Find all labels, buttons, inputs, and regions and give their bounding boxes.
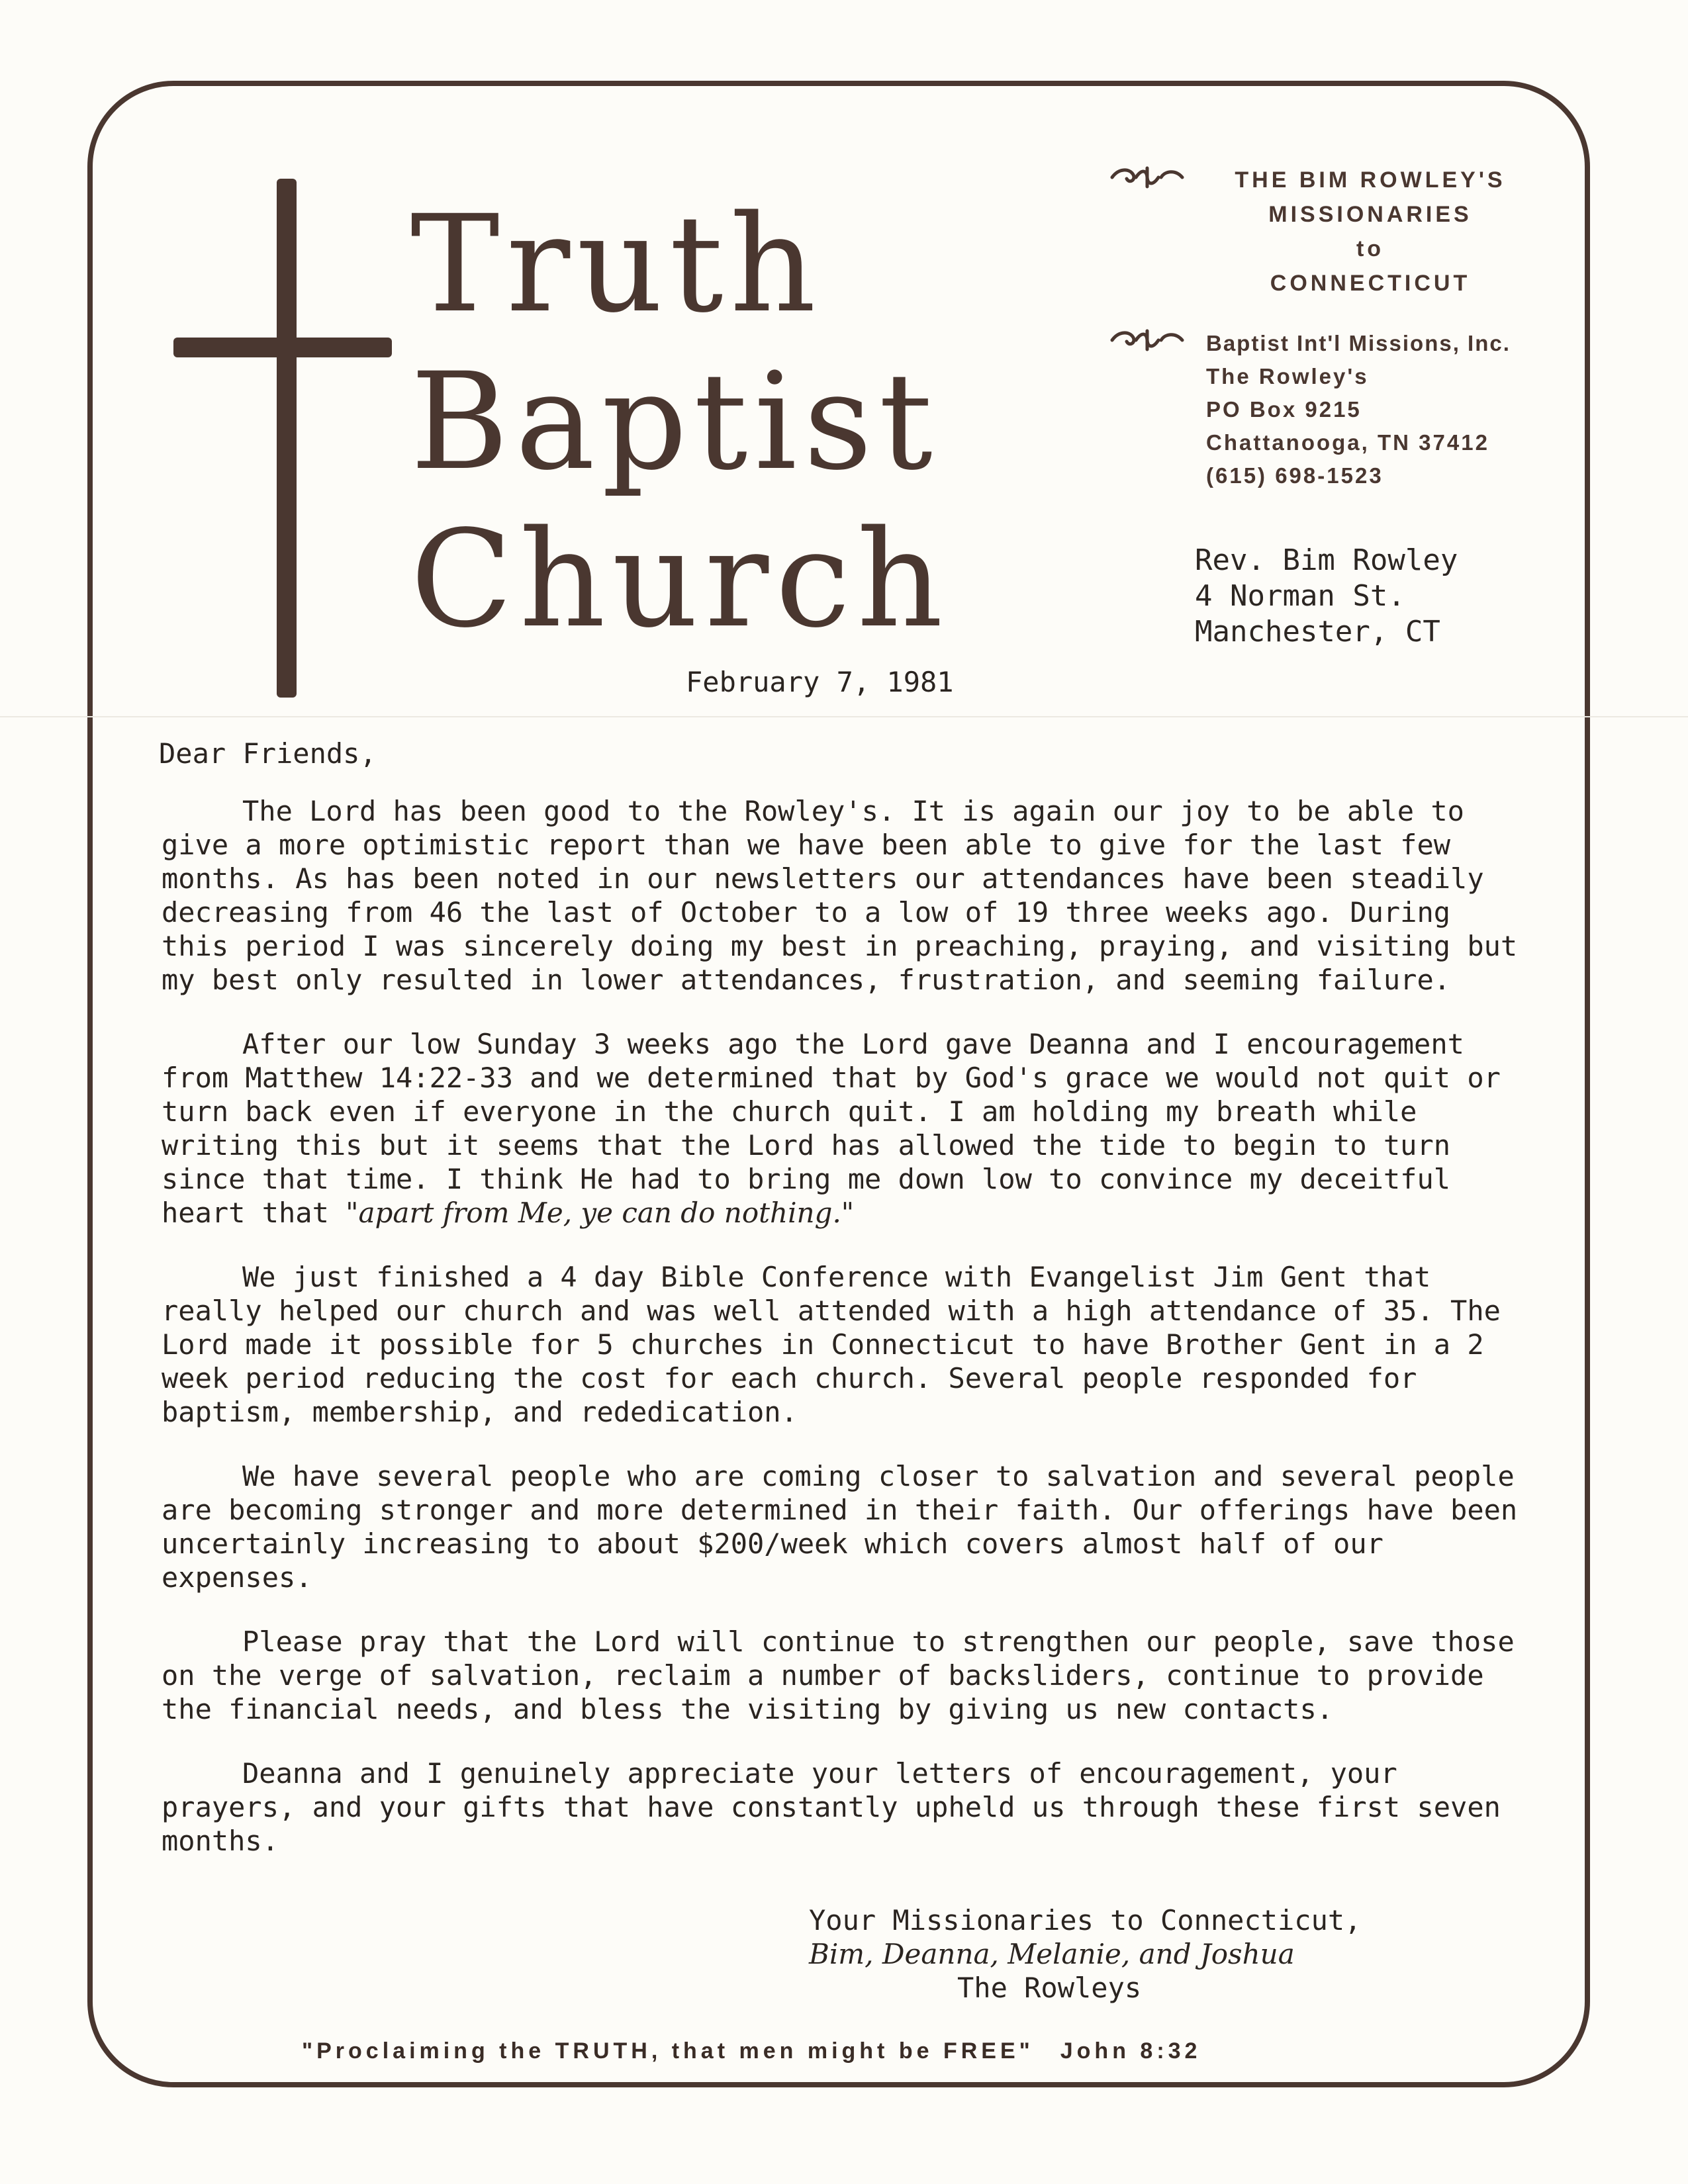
paragraph: Please pray that the Lord will continue to strengthen our people, save those on the verge of salvation, reclaim a number of backsliders, continue to provide the financial needs, and bless the visiting by giving us new contacts. [162, 1625, 1515, 1725]
pastor-line: Manchester, CT [1195, 615, 1440, 649]
mission-line: to [1356, 236, 1385, 261]
paragraph: We just finished a 4 day Bible Conference with Evangelist Jim Gent that really helped our church and was well attended with a high attendance of 35. The Lord made it possible for 5 churches in Connecticut to have Brother Gent in a 2 week period reducing the cost for each church. Several people responded for baptism, membership, and rededication. [162, 1261, 1501, 1428]
mission-line: THE BIM ROWLEY'S [1235, 167, 1506, 193]
paragraph: We have several people who are coming closer to salvation and several people are becoming stronger and more determined in their faith. Our offerings have been uncertainly increasing to about $200/week which covers almost half of our expenses. [162, 1460, 1518, 1594]
address-line: (615) 698-1523 [1206, 463, 1383, 488]
salutation: Dear Friends, [159, 737, 377, 770]
cross-vertical-bar [277, 179, 297, 698]
church-name-line: Church [410, 501, 950, 657]
address-line: Chattanooga, TN 37412 [1206, 430, 1489, 455]
church-name [410, 185, 950, 658]
paragraph: The Lord has been good to the Rowley's. It is again our joy to be able to give a more optimistic report than we have been able to give for the last few months. As has been noted in our newsletters our attendances have been steadily decreasing from 46 the last of October to a low of 19 three weeks ago. During this period I was sincerely doing my best in preaching, praying, and visiting but my best only resulted in lower attendances, frustration, and seeming failure. [162, 795, 1518, 996]
flourish-icon [1109, 327, 1185, 353]
mission-agency: Baptist Int'l Missions, Inc. [1206, 331, 1511, 355]
cross-horizontal-bar [173, 338, 392, 357]
address-line: The Rowley's [1206, 364, 1369, 388]
letter-date: February 7, 1981 [686, 666, 954, 698]
footer-tagline [302, 2038, 1201, 2064]
mission-line: CONNECTICUT [1270, 271, 1471, 296]
tagline-text: "Proclaiming the TRUTH, that men might be FREE" [302, 2038, 1034, 2064]
flourish-icon [1109, 164, 1185, 191]
family-signature: The Rowleys [957, 1972, 1142, 2004]
scripture-reference: John 8:32 [1060, 2038, 1201, 2064]
closing-block [809, 1903, 1361, 2005]
closing-line: Your Missionaries to Connecticut, [809, 1904, 1362, 1936]
church-name-line: Truth [410, 186, 823, 342]
missionary-heading [1211, 163, 1529, 300]
paragraph [162, 1027, 1519, 1230]
paragraph: Deanna and I genuinely appreciate your letters of encouragement, your prayers, and your gifts that have constantly upheld us through these first seven months. [162, 1757, 1501, 1857]
mailing-address [1206, 360, 1489, 492]
scripture-quote: "apart from Me, ye can do nothing." [346, 1197, 855, 1229]
family-names: Bim, Deanna, Melanie, and Joshua [809, 1938, 1295, 1970]
pastor-line: 4 Norman St. [1195, 579, 1405, 613]
pastor-address [1195, 543, 1458, 650]
church-name-line: Baptist [410, 343, 939, 500]
mission-line: MISSIONARIES [1268, 202, 1472, 227]
fold-line [0, 716, 1688, 717]
address-line: PO Box 9215 [1206, 397, 1362, 422]
letter-body [162, 794, 1519, 1888]
pastor-line: Rev. Bim Rowley [1195, 543, 1458, 577]
paragraph-text: After our low Sunday 3 weeks ago the Lord gave Deanna and I encouragement from Matthew 14:22-33 and we determined that by God's grace we would not quit or turn back even if everyone in the church quit. I am holding my breath while writing this but it seems that the Lord has allowed the tide to begin to turn since that time. I think He had to bring me down low to convince my deceitful heart that [162, 1028, 1501, 1229]
